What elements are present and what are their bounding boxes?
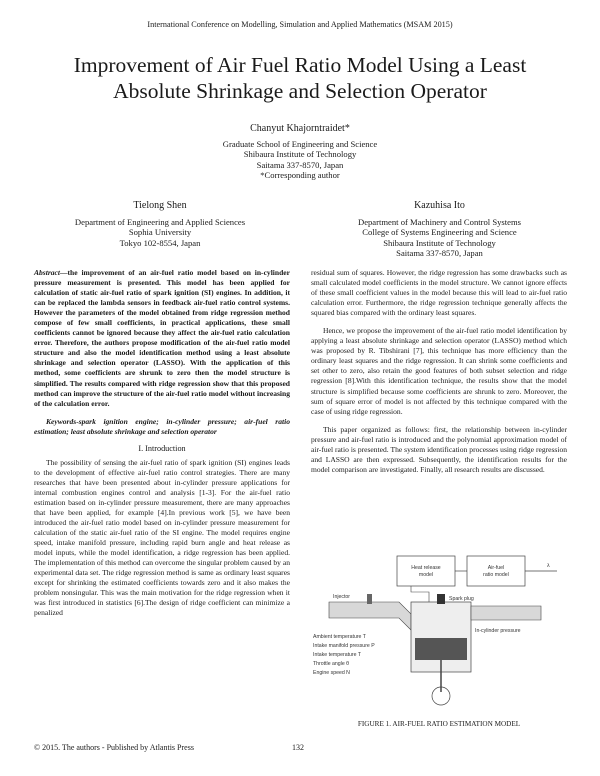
left-author-affiliation <box>40 217 280 248</box>
aff-line: *Corresponding author <box>260 169 340 180</box>
aff-line: Graduate School of Engineering and Science <box>222 139 378 149</box>
page-number: 132 <box>292 743 304 752</box>
aff-line: College of Systems Engineering and Science <box>362 227 517 238</box>
abstract <box>34 268 290 409</box>
heat-release-label: Heat release <box>411 565 441 571</box>
title-line-1: Improvement of Air Fuel Ratio Model Using a Least <box>73 53 527 77</box>
right-column <box>311 268 567 475</box>
legend-engine-speed: Engine speed N <box>313 670 350 676</box>
left-author-name: Tielong Shen <box>133 200 187 211</box>
aff-line: Saitama 337-8570, Japan <box>256 159 344 170</box>
legend-intake-temperature: Intake temperature T <box>313 652 362 658</box>
legend-intake-manifold-pressure: Intake manifold pressure P <box>313 643 375 649</box>
intro-paragraph-1: The possibility of sensing the air-fuel ratio of spark ignition (SI) engines leads to the development of effective air-fuel ratio control strategies. There are many researches that have been presented about in-cylinder pressure applications for internal combustion engines control and analysis [1-3]. For the air-fuel ratio estimation based on in-cylinder pressure measurement, there are many approaches that have been applied, for example [4].In previous work [5], we have been introduced the air-fuel ratio model based on in-cylinder pressure measurement for calculation of the static air-fuel ratio of the SI engine. The model requires engine speed, intake manifold pressure, including rapid burn angle and heat release as model inputs, while the model identification, a ridge regression has been applied. The implementation of this method can overcome the singular problem caused by an experimental data set. The ridge regression method is same as ordinary least squares except for shrinking the estimated coefficients towards zero and it also makes the problem nonsingular. This was the main motivation for the ridge regression when it was first introduced in statistics [6].The design of ridge coefficient can minimize a penalized <box>34 457 290 618</box>
section-heading: I. Introduction <box>138 443 186 453</box>
spark-plug-shape <box>437 594 445 604</box>
right-author-affiliation <box>312 217 567 258</box>
right-author-name: Kazuhisa Ito <box>414 200 465 211</box>
aff-line: Shibaura Institute of Technology <box>383 237 496 248</box>
aff-line: Tokyo 102-8554, Japan <box>119 237 201 248</box>
spark-plug-label: Spark plug <box>449 596 474 602</box>
title-line-2: Absolute Shrinkage and Selection Operator <box>113 79 487 103</box>
intro-paragraph-3: This paper organized as follows: first, the relationship between in-cylinder pressure and air-fuel ratio is introduced and the polynomial approximation model of air-fuel ratio is presented. The system identification processes using ridge regression and LASSO are then expressed. Subsequently, the identification results for the model comparison are investigated. Finally, all research results are discussed. <box>311 424 567 474</box>
exhaust-pipe-shape <box>471 606 541 620</box>
aff-line: Sophia University <box>128 227 192 238</box>
figure-1 <box>311 552 567 712</box>
keywords <box>34 417 290 437</box>
heat-release-block <box>397 556 455 586</box>
lambda-output: λ <box>547 563 550 569</box>
aff-line: Department of Machinery and Control Systems <box>357 217 521 227</box>
intro-paragraph-2: Hence, we propose the improvement of the air-fuel ratio model identification by applying a least absolute shrinkage and selection operator (LASSO) method which was proposed by R. Tibshirani [7], this technique has more efficiency than the ordinary least squares and the ridge regression. It can shrink some coefficients and set other to zero, also retain the good features of both subset selection and ridge regression [8].With this identification technique, the results show that the model structure is simplified because some coefficients are shrunk to zero. Moreover, the sum of square error of model is not affected by this technique compared with the case of using ridge regression. <box>311 326 567 416</box>
heat-release-label-2: model <box>418 572 434 578</box>
injector-label: Injector <box>333 594 351 600</box>
injector-shape <box>367 594 372 604</box>
air-fuel-ratio-label: Air-fuel <box>487 565 505 571</box>
legend-ambient-temperature: Ambient temperature T <box>313 634 366 640</box>
keywords-text: spark ignition engine; in-cylinder pressure; air-fuel ratio estimation; least absolute shrinkage and selection operator <box>34 416 290 436</box>
pressure-label: In-cylinder pressure <box>475 628 521 634</box>
piston-shape <box>415 638 467 660</box>
legend-throttle-angle: Throttle angle θ <box>313 661 350 667</box>
abstract-label: Abstract <box>34 268 60 277</box>
left-column <box>34 268 290 619</box>
first-author-name: Chanyut Khajorntraidet* <box>250 123 350 134</box>
aff-line: Shibaura Institute of Technology <box>243 149 357 160</box>
pressure-signal-line <box>411 586 429 602</box>
intake-manifold-shape <box>329 602 411 630</box>
conference-header: International Conference on Modelling, Simulation and Applied Mathematics (MSAM 2015) <box>147 20 453 29</box>
abstract-text: —the improvement of an air-fuel ratio model based on in-cylinder pressure measurement is presented. This model has been applied for calculation of static air-fuel ratio of spark ignition (SI) engines. In addition, it can be replaced the lambda sensors in feedback air-fuel ratio control systems. However the parameters of the model obtained from ridge regression method compose of few small coefficients, in practical applications, these small coefficients cannot be ignored because they affect the air-fuel ratio calculation error. Therefore, the authors propose modification of the air-fuel ratio model structure and also the model identification method using a least absolute shrinkage and selection operator (LASSO). With the application of this method, some coefficients are shrunk to zero then the model structure is simplified. The results compared with ridge regression show that this proposed method can improve the structure of the air-fuel ratio model without increasing of the calculation error. <box>34 268 290 408</box>
first-author-affiliation <box>0 139 600 180</box>
figure-diagram <box>311 552 567 712</box>
keywords-label: Keywords- <box>46 416 79 426</box>
figure-caption: FIGURE 1. AIR-FUEL RATIO ESTIMATION MODEL <box>357 720 521 728</box>
paper-title <box>30 52 570 104</box>
air-fuel-ratio-label-2: ratio model <box>483 572 509 578</box>
air-fuel-ratio-block <box>467 556 525 586</box>
footer-copyright: © 2015. The authors - Published by Atlantis Press <box>34 743 194 752</box>
aff-line: Department of Engineering and Applied Sciences <box>74 217 246 227</box>
intro-paragraph-1-continued: residual sum of squares. However, the ridge regression has some drawbacks such as small calculated model coefficients in the model structure. We cannot ignore effects of these small coefficient values in the model because this will lead to air-fuel ratio calculation error. Furthermore, the ridge regression technique generally affects the squared bias compared with the ordinary least squares. <box>311 268 567 318</box>
aff-line: Saitama 337-8570, Japan <box>396 247 483 258</box>
